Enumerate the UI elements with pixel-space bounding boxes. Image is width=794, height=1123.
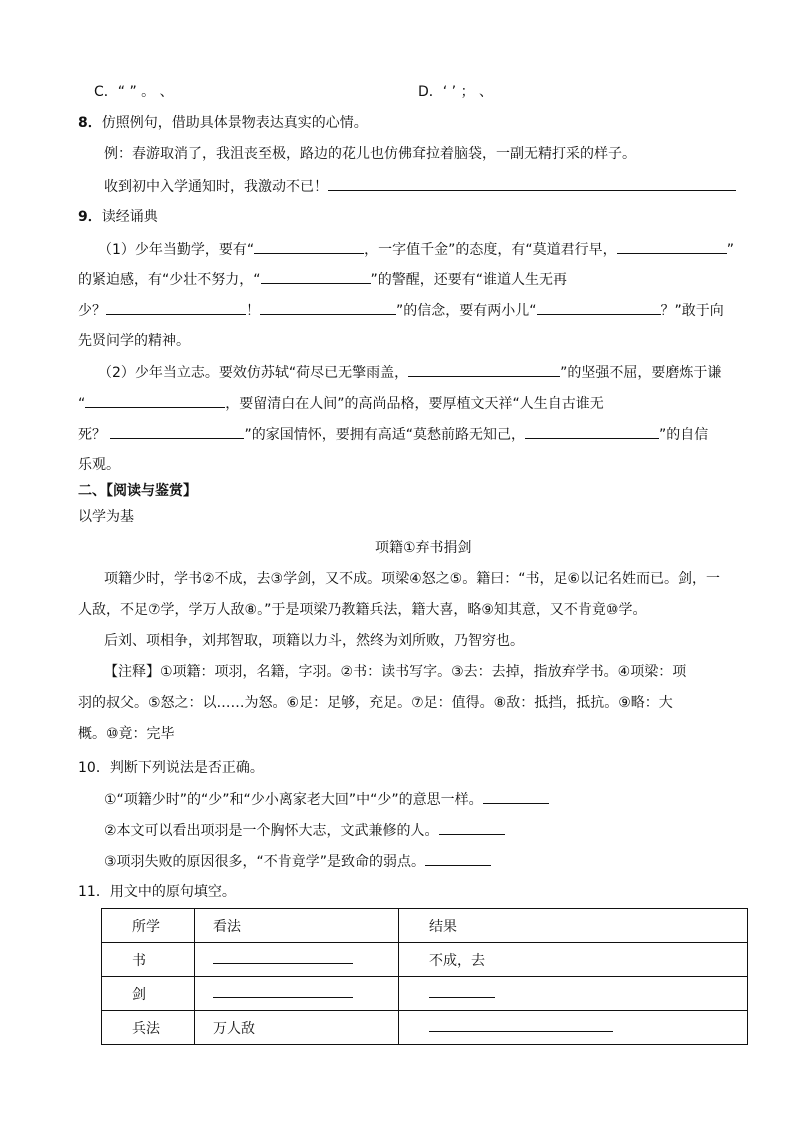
q9-p1-text: ”的信念，要有两小儿“ xyxy=(396,303,537,319)
table-cell-result xyxy=(399,977,748,1011)
table-answer-blank[interactable] xyxy=(213,985,353,998)
q9-blank[interactable] xyxy=(260,301,396,315)
table-answer-blank[interactable] xyxy=(429,1019,613,1032)
q9-p2-text: ”的自信 xyxy=(658,427,709,443)
q9-stem xyxy=(78,208,158,226)
q9-blank[interactable] xyxy=(525,425,659,439)
q9-number: 9． xyxy=(78,209,102,225)
table-cell-result: 不成，去 xyxy=(399,943,748,977)
q9-p1-text: 的紧迫感，有“少壮不努力，“ xyxy=(78,272,261,288)
table-cell-view xyxy=(195,977,399,1011)
q10-stem-text: 判断下列说法是否正确。 xyxy=(109,760,264,776)
q9-p1-line3 xyxy=(78,301,724,320)
q10-number: 10． xyxy=(78,760,110,776)
q9-p2-text: 死？ xyxy=(78,427,111,443)
q9-p1-text: ” xyxy=(726,242,734,258)
table-answer-blank[interactable] xyxy=(213,951,353,964)
q8-number: 8． xyxy=(78,115,102,131)
table-header: 看法 xyxy=(195,909,399,943)
table-header: 所学 xyxy=(102,909,195,943)
q7-option-d: D．‘ ’ ； 、 xyxy=(418,84,494,100)
q9-p1-line1 xyxy=(98,240,734,259)
table-header-row xyxy=(102,909,748,943)
q8-example: 例：春游取消了，我沮丧至极，路边的花儿也仿佛耷拉着脑袋，一副无精打采的样子。 xyxy=(104,146,636,162)
table-cell-subject: 剑 xyxy=(102,977,195,1011)
q9-p2-line1 xyxy=(98,363,721,382)
q9-blank[interactable] xyxy=(617,240,727,254)
q7-option-c: C．“ ” 。 、 xyxy=(94,84,174,100)
passage-notes-line2: 羽的叔父。⑤怒之：以……为怒。⑥足：足够，充足。⑦足：值得。⑧敌：抵挡，抵抗。⑨略：大 xyxy=(78,695,673,711)
passage-p1-line2: 人敌，不足⑦学，学万人敌⑧。”于是项梁乃教籍兵法，籍大喜，略⑨知其意，又不肯竟⑩学。 xyxy=(78,602,647,618)
q10-item-1 xyxy=(104,790,549,809)
q9-blank[interactable] xyxy=(261,270,371,284)
q9-stem-text: 读经诵典 xyxy=(101,209,158,225)
q9-p1-text: ，一字值千金”的态度，有“莫道君行早， xyxy=(364,242,617,258)
table-cell-view xyxy=(195,943,399,977)
q10-answer-blank[interactable] xyxy=(483,790,549,804)
q10-answer-blank[interactable] xyxy=(439,821,505,835)
q10-item-3 xyxy=(104,852,491,871)
passage-title: 项籍①弃书捐剑 xyxy=(375,540,472,556)
q10-answer-blank[interactable] xyxy=(425,852,491,866)
q9-p2-text: ，要留清白在人间”的高尚品格，要厚植文天祥“人生自古谁无 xyxy=(225,396,604,412)
table-cell-view: 万人敌 xyxy=(195,1011,399,1045)
q9-blank[interactable] xyxy=(408,363,560,377)
q9-blank[interactable] xyxy=(254,240,364,254)
passage-p1-line1: 项籍少时，学书②不成，去③学剑，又不成。项梁④怒之⑤。籍曰：“书，足⑥以记名姓而已。剑，一 xyxy=(104,571,721,587)
q9-p2-text: ”的坚强不屈，要磨炼于谦 xyxy=(560,365,722,381)
q8-stem-text: 仿照例句，借助具体景物表达真实的心情。 xyxy=(101,115,368,131)
table-answer-blank[interactable] xyxy=(429,985,495,998)
q9-blank[interactable] xyxy=(110,425,244,439)
q9-p2-text: “ xyxy=(78,396,86,412)
q9-p1-text: ！ xyxy=(246,303,260,319)
q9-p2-text: ”的家国情怀，要拥有高适“莫愁前路无知己， xyxy=(244,427,525,443)
section-subheading: 以学为基 xyxy=(78,509,134,525)
q10-item-2 xyxy=(104,821,505,840)
q9-p1-text: （1）少年当勤学，要有“ xyxy=(98,242,255,258)
q9-p2-text: （2）少年当立志。要效仿苏轼“荷尽已无擎雨盖， xyxy=(98,365,409,381)
table-cell-result xyxy=(399,1011,748,1045)
q9-p2-line4: 乐观。 xyxy=(78,457,120,473)
q11-stem xyxy=(78,883,236,901)
q9-p1-text: ？”敢于向 xyxy=(660,303,724,319)
section-heading: 二、【阅读与鉴赏】 xyxy=(78,483,197,499)
table-row xyxy=(102,977,748,1011)
q8-prompt xyxy=(104,177,736,196)
q10-item-text: ①“项籍少时”的“少”和“少小离家老大回”中“少”的意思一样。 xyxy=(104,792,483,808)
q9-p2-line2 xyxy=(78,394,604,413)
q10-item-text: ②本文可以看出项羽是一个胸怀大志，文武兼修的人。 xyxy=(104,823,439,839)
q9-p1-line2 xyxy=(78,270,567,289)
q9-blank[interactable] xyxy=(85,394,225,408)
q9-p1-text: 少？ xyxy=(78,303,106,319)
table-row xyxy=(102,943,748,977)
q8-prompt-text: 收到初中入学通知时，我激动不已！ xyxy=(104,179,328,195)
q11-table xyxy=(101,908,748,1045)
q10-item-text: ③项羽失败的原因很多，“不肯竟学”是致命的弱点。 xyxy=(104,854,426,870)
q9-p1-line4: 先贤问学的精神。 xyxy=(78,333,190,349)
q8-stem xyxy=(78,114,368,132)
passage-notes-line1: 【注释】①项籍：项羽，名籍，字羽。②书：读书写字。③去：去掉，指放弃学书。④项梁：项 xyxy=(104,664,687,680)
q11-stem-text: 用文中的原句填空。 xyxy=(109,884,236,900)
q10-stem xyxy=(78,759,264,777)
table-cell-subject: 兵法 xyxy=(102,1011,195,1045)
table-row xyxy=(102,1011,748,1045)
table-header: 结果 xyxy=(399,909,748,943)
passage-notes-line3: 概。⑩竟：完毕 xyxy=(78,726,175,742)
q8-answer-blank[interactable] xyxy=(328,177,736,191)
q9-p1-text: ”的警醒，还要有“谁道人生无再 xyxy=(370,272,568,288)
q11-number: 11． xyxy=(78,884,110,900)
passage-p2: 后刘、项相争，刘邦智取，项籍以力斗，然终为刘所败，乃智穷也。 xyxy=(104,633,524,649)
table-cell-subject: 书 xyxy=(102,943,195,977)
q9-blank[interactable] xyxy=(537,301,661,315)
q9-p2-line3 xyxy=(78,425,708,444)
q9-blank[interactable] xyxy=(106,301,246,315)
